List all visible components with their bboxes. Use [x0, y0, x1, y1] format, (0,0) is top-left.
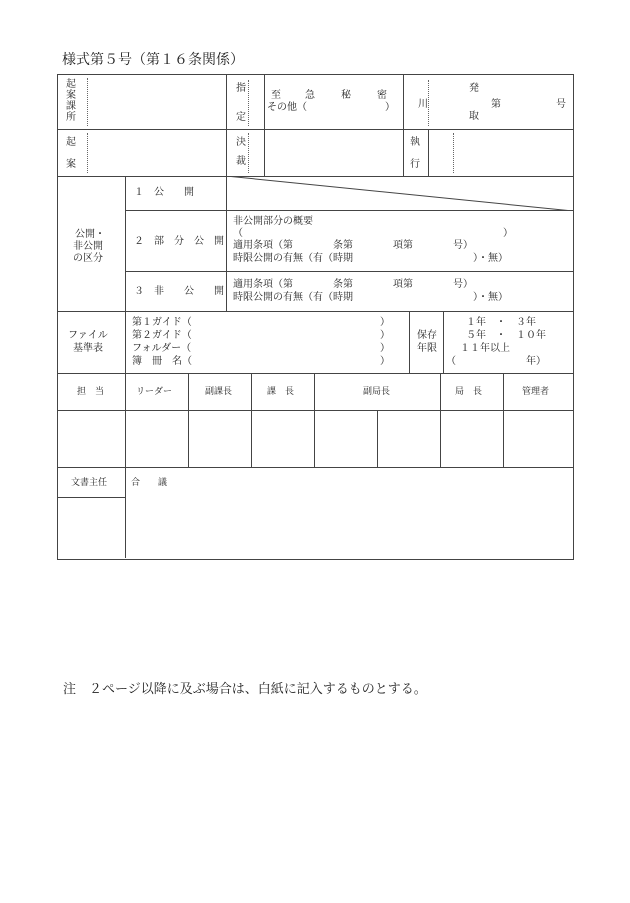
- retention-option: （ 年）: [446, 356, 546, 367]
- label-char: 案: [66, 90, 76, 101]
- row-line: [57, 467, 573, 468]
- retention-option: ５年 ・ １０年: [466, 330, 546, 341]
- col-line: [503, 373, 504, 467]
- kawa-label: 川: [418, 99, 428, 110]
- secrecy-option: 秘: [341, 90, 351, 101]
- secrecy-option: 急: [305, 90, 315, 101]
- row-line: [57, 410, 573, 411]
- shitei-label: 指: [236, 83, 246, 94]
- approval-header: リーダー: [136, 387, 173, 397]
- shitei-label: 定: [236, 112, 246, 123]
- col-line: [428, 129, 429, 176]
- partial-detail: 非公開部分の概要: [233, 216, 313, 227]
- label-char: 所: [66, 112, 76, 123]
- option-public: １ 公 開: [134, 187, 194, 198]
- approval-header: 担 当: [77, 387, 105, 397]
- kessai-label: 裁: [236, 156, 246, 167]
- retention-option: １１年以上: [460, 343, 510, 354]
- form-title: 様式第５号（第１６条関係）: [62, 52, 244, 68]
- col-line: [409, 311, 410, 373]
- private-detail: 時限公開の有無（有（時期 ）・無）: [233, 292, 508, 303]
- close-paren: ）: [380, 343, 390, 354]
- col-line: [443, 311, 444, 373]
- row-line: [57, 129, 573, 130]
- retention-label: 保存: [417, 330, 437, 341]
- row-line: [57, 311, 573, 312]
- shu-label: 取: [469, 111, 479, 122]
- shikko-label: 行: [410, 159, 420, 170]
- col-line: [314, 373, 315, 467]
- label-char: 課: [66, 101, 76, 112]
- secrecy-option: 至: [271, 90, 281, 101]
- row-line: [57, 373, 573, 374]
- close-paren: ）: [380, 356, 390, 367]
- row-line: [57, 497, 125, 498]
- disclosure-label: 公開・: [75, 229, 105, 240]
- secrecy-other: その他（: [267, 102, 307, 113]
- label-separator: [87, 133, 88, 173]
- kian-label: 起: [66, 137, 76, 148]
- disclosure-label: 非公開: [73, 241, 103, 252]
- option-private: ３ 非 公 開: [134, 286, 224, 297]
- retention-label: 年限: [417, 343, 437, 354]
- kessai-label: 決: [236, 137, 246, 148]
- col-line: [226, 74, 227, 176]
- secrecy-option: 密: [377, 90, 387, 101]
- approval-header: 課 長: [267, 387, 295, 397]
- bunsho-shunin-label: 文書主任: [71, 478, 108, 488]
- col-line: [188, 373, 189, 467]
- col-line: [440, 373, 441, 467]
- approval-header: 局 長: [455, 387, 483, 397]
- option-partial: ２ 部 分 公 開: [134, 236, 224, 247]
- file-guide: フォルダー（: [132, 343, 192, 354]
- gougi-label: 合 議: [131, 478, 168, 488]
- partial-detail: 適用条項（第 条第 項第 号）: [233, 240, 473, 251]
- approval-header: 副課長: [205, 387, 233, 397]
- disclosure-label: の区分: [73, 253, 103, 264]
- go-label: 号: [556, 99, 566, 110]
- label-separator: [428, 80, 429, 126]
- diagonal-strike: [226, 176, 573, 211]
- kian-label: 案: [66, 159, 76, 170]
- file-label: 基準表: [73, 343, 103, 354]
- col-line: [125, 176, 126, 558]
- file-guide: 簿 冊 名（: [132, 356, 192, 367]
- file-label: ファイル: [68, 330, 108, 341]
- shikko-label: 執: [410, 137, 420, 148]
- close-paren: ）: [380, 317, 390, 328]
- label-separator: [87, 78, 88, 126]
- approval-header: 管理者: [522, 387, 550, 397]
- close-paren: ）: [380, 330, 390, 341]
- footer-note: 注 ２ページ以降に及ぶ場合は、白紙に記入するものとする。: [63, 682, 427, 697]
- private-detail: 適用条項（第 条第 項第 号）: [233, 279, 473, 290]
- retention-option: １年 ・ ３年: [466, 317, 536, 328]
- file-guide: 第１ガイド（: [132, 317, 192, 328]
- label-separator: [248, 80, 249, 126]
- col-line: [264, 74, 265, 176]
- partial-detail: 時限公開の有無（有（時期 ）・無）: [233, 253, 508, 264]
- row-line: [125, 271, 573, 272]
- col-line: [251, 373, 252, 467]
- dai-label: 第: [491, 99, 501, 110]
- label-char: 起: [66, 79, 76, 90]
- label-separator: [453, 133, 454, 173]
- col-line: [377, 410, 378, 467]
- label-separator: [248, 133, 249, 173]
- secrecy-other-close: ）: [385, 102, 395, 113]
- approval-header: 副局長: [363, 387, 391, 397]
- file-guide: 第２ガイド（: [132, 330, 192, 341]
- col-line: [403, 74, 404, 176]
- partial-detail: （ ）: [233, 228, 513, 239]
- hatsu-label: 発: [469, 83, 479, 94]
